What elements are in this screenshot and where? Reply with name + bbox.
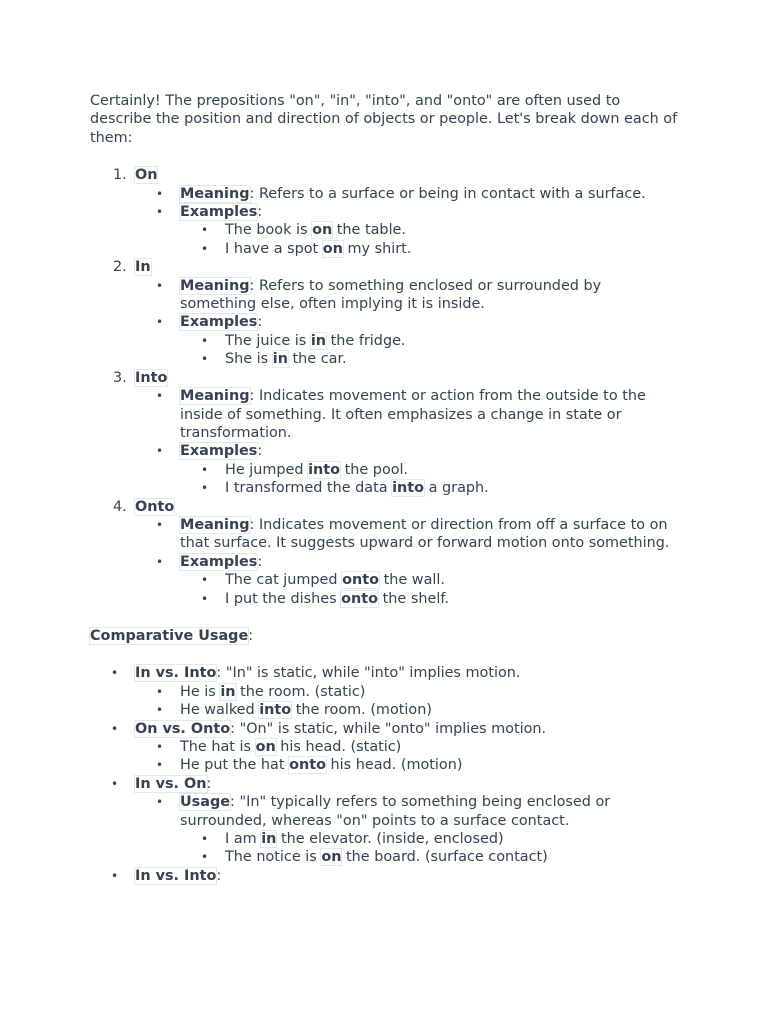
prepositions-list <box>90 166 680 608</box>
item-number: 3. <box>113 369 127 386</box>
example-item <box>135 756 680 774</box>
item-details <box>135 185 680 259</box>
example-keyword: into <box>259 702 292 719</box>
examples-label: Examples <box>180 314 258 331</box>
example-keyword: onto <box>341 590 379 607</box>
example-item <box>135 701 680 719</box>
example-keyword: in <box>261 831 277 848</box>
example-text: the car. <box>287 351 347 368</box>
meaning-text: : Indicates movement or direction from off a surface to on that surface. It suggests upward or forward motion onto something. <box>180 516 670 552</box>
item-number: 2. <box>113 259 127 276</box>
comparison-in-vs-into-2 <box>90 867 680 885</box>
example-text: He put the hat <box>180 757 290 774</box>
comparison-in-vs-into <box>90 664 680 719</box>
example-text: The hat is <box>180 739 256 755</box>
list-item-onto <box>90 498 680 608</box>
comparison-text: : "On" is static, while "onto" implies motion. <box>230 720 547 737</box>
comparison-label: In vs. On <box>135 775 207 792</box>
example-item <box>135 738 680 756</box>
example-keyword: on <box>322 240 343 257</box>
meaning-label: Meaning <box>180 388 250 405</box>
usage-row <box>135 793 680 867</box>
example-text: I transformed the data <box>225 480 393 497</box>
example-keyword: on <box>321 849 342 866</box>
item-number: 4. <box>113 498 127 515</box>
examples-colon: : <box>257 204 263 221</box>
example-text: the fridge. <box>326 332 406 349</box>
examples-label: Examples <box>180 443 258 460</box>
meaning-row <box>135 387 680 442</box>
usage-text: : "In" typically refers to something being enclosed or surrounded, whereas "on" points to a surface contact. <box>180 794 611 829</box>
comparison-in-vs-on <box>90 775 680 867</box>
meaning-label: Meaning <box>180 516 250 533</box>
examples-list <box>180 332 680 369</box>
example-text: The notice is <box>225 849 322 866</box>
example-item <box>135 683 680 701</box>
comparison-text: : <box>206 775 212 792</box>
comparative-colon: : <box>248 627 254 644</box>
example-text: He walked <box>180 702 260 719</box>
comparison-details <box>135 793 680 867</box>
example-text: a graph. <box>424 480 489 497</box>
list-item-on <box>90 166 680 258</box>
document-body <box>90 92 680 885</box>
example-item <box>180 240 680 258</box>
item-title: Onto <box>135 498 175 515</box>
comparative-list <box>90 664 680 885</box>
example-text: The cat jumped <box>225 572 343 589</box>
meaning-text: : Refers to a surface or being in contact with a surface. <box>249 185 646 202</box>
comparison-label: In vs. Into <box>135 867 217 884</box>
comparison-text: : <box>216 867 222 884</box>
comparison-label: In vs. Into <box>135 665 217 682</box>
example-text: She is <box>225 351 273 368</box>
example-text: my shirt. <box>342 240 412 257</box>
example-keyword: in <box>220 683 236 700</box>
example-text: The book is <box>225 222 313 239</box>
example-item <box>180 848 680 866</box>
comparative-title: Comparative Usage <box>90 627 249 644</box>
meaning-label: Meaning <box>180 185 250 202</box>
meaning-row <box>135 516 680 553</box>
examples-colon: : <box>257 553 263 570</box>
examples-label: Examples <box>180 553 258 570</box>
example-text: his head. (static) <box>275 739 402 755</box>
meaning-label: Meaning <box>180 277 250 294</box>
item-title: Into <box>135 369 168 386</box>
example-text: I have a spot <box>225 240 323 257</box>
example-text: the room. (motion) <box>291 702 432 719</box>
example-keyword: in <box>272 351 288 368</box>
example-text: I put the dishes <box>225 590 342 607</box>
example-text: I am <box>225 831 262 848</box>
usage-examples <box>180 830 680 867</box>
comparison-label: On vs. Onto <box>135 720 231 737</box>
intro-paragraph: Certainly! The prepositions "on", "in", "into", and "onto" are often used to describe the position and direction of objects or people. Let's break down each of them: <box>90 93 678 146</box>
comparison-on-vs-onto <box>90 720 680 775</box>
example-keyword: into <box>308 461 341 478</box>
comparison-examples <box>135 683 680 720</box>
example-text: He jumped <box>225 461 309 478</box>
example-item <box>180 479 680 497</box>
item-number: 1. <box>113 167 127 184</box>
item-details <box>135 516 680 608</box>
example-keyword: in <box>310 332 327 349</box>
list-item-in <box>90 258 680 368</box>
example-item <box>180 830 680 848</box>
meaning-text: : Refers to something enclosed or surrounded by something else, often implying it is inside. <box>180 277 602 313</box>
comparison-text: : "In" is static, while "into" implies motion. <box>216 665 521 682</box>
examples-row <box>135 442 680 497</box>
item-details <box>135 387 680 497</box>
usage-label: Usage <box>180 794 231 811</box>
comparison-examples <box>135 738 680 775</box>
comparative-heading <box>90 627 680 645</box>
example-text: The juice is <box>225 332 311 349</box>
list-item-into <box>90 369 680 498</box>
meaning-text: : Indicates movement or action from the outside to the inside of something. It often emphasizes a change in state or transformation. <box>180 388 646 441</box>
example-item <box>180 461 680 479</box>
example-item <box>180 590 680 608</box>
example-keyword: on <box>312 222 333 239</box>
example-text: the elevator. (inside, enclosed) <box>276 831 504 848</box>
example-text: the wall. <box>379 572 445 589</box>
example-keyword: onto <box>289 757 326 774</box>
example-text: the shelf. <box>378 590 449 607</box>
example-text: He is <box>180 683 221 700</box>
examples-list <box>180 461 680 498</box>
examples-colon: : <box>257 314 263 331</box>
examples-colon: : <box>257 443 263 460</box>
example-item <box>180 332 680 350</box>
example-text: the room. (static) <box>235 683 366 700</box>
meaning-row <box>135 277 680 314</box>
item-title: In <box>135 259 151 276</box>
example-text: the table. <box>332 222 406 239</box>
examples-row <box>135 553 680 608</box>
example-item <box>180 350 680 368</box>
example-text: his head. (motion) <box>325 757 463 774</box>
example-text: the board. (surface contact) <box>341 849 548 866</box>
meaning-row <box>135 185 680 203</box>
example-keyword: into <box>392 480 425 497</box>
item-title: On <box>135 167 158 184</box>
example-text: the pool. <box>340 461 409 478</box>
examples-list <box>180 221 680 258</box>
example-keyword: onto <box>342 572 380 589</box>
item-details <box>135 277 680 369</box>
example-item <box>180 571 680 589</box>
example-item <box>180 221 680 239</box>
example-keyword: on <box>255 739 276 755</box>
examples-list <box>180 571 680 608</box>
examples-row <box>135 313 680 368</box>
examples-row <box>135 203 680 258</box>
examples-label: Examples <box>180 204 258 221</box>
